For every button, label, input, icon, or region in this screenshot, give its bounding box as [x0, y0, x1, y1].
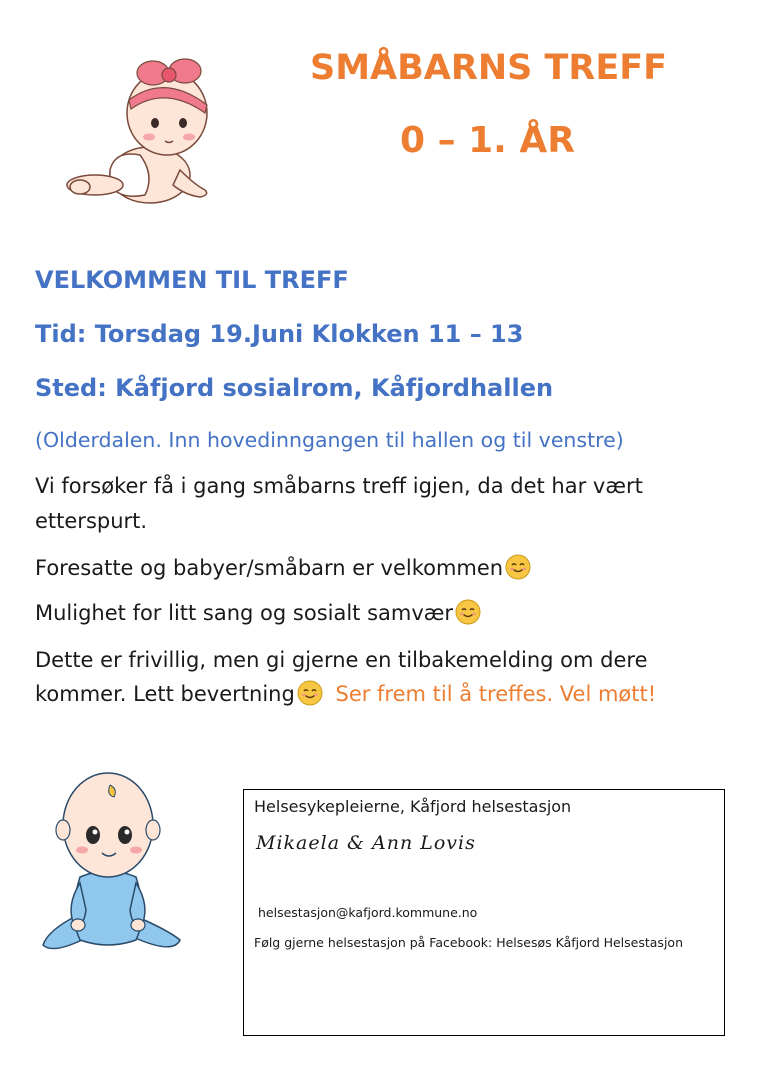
paragraph-welcome [35, 552, 531, 584]
contact-email[interactable]: helsestasjon@kafjord.kommune.no [258, 905, 478, 920]
event-place: Sted: Kåfjord sosialrom, Kåfjordhallen [35, 374, 554, 402]
event-time: Tid: Torsdag 19.Juni Klokken 11 – 13 [35, 320, 524, 348]
baby-girl-illustration [55, 45, 225, 215]
closing-greeting: Ser frem til å treffes. Vel møtt! [335, 682, 657, 706]
contact-signature: Mikaela & Ann Lovis [256, 832, 476, 854]
age-range-title: 0 – 1. ÅR [400, 120, 575, 161]
paragraph-intro-line2: etterspurt. [35, 509, 148, 533]
baby-boy-illustration [38, 765, 188, 970]
paragraph-rsvp-text: kommer. Lett bevertning [35, 682, 295, 706]
smiling-face-icon [297, 680, 323, 706]
paragraph-rsvp-line2 [35, 678, 656, 710]
paragraph-activities [35, 597, 481, 629]
smiling-face-icon [505, 554, 531, 580]
smiling-face-icon [455, 599, 481, 625]
paragraph-intro-line1: Vi forsøker få i gang småbarns treff igjen, da det har vært [35, 474, 643, 498]
contact-facebook: Følg gjerne helsestasjon på Facebook: Helsesøs Kåfjord Helsestasjon [254, 935, 683, 950]
paragraph-welcome-text: Foresatte og babyer/småbarn er velkommen [35, 556, 504, 580]
event-directions: (Olderdalen. Inn hovedinngangen til hallen og til venstre) [35, 428, 624, 452]
page-title: SMÅBARNS TREFF [310, 48, 668, 88]
welcome-heading: VELKOMMEN TIL TREFF [35, 266, 349, 294]
paragraph-rsvp-line1: Dette er frivillig, men gi gjerne en tilbakemelding om dere [35, 648, 648, 672]
paragraph-activities-text: Mulighet for litt sang og sosialt samvær [35, 601, 454, 625]
contact-heading: Helsesykepleierne, Kåfjord helsestasjon [254, 797, 572, 816]
